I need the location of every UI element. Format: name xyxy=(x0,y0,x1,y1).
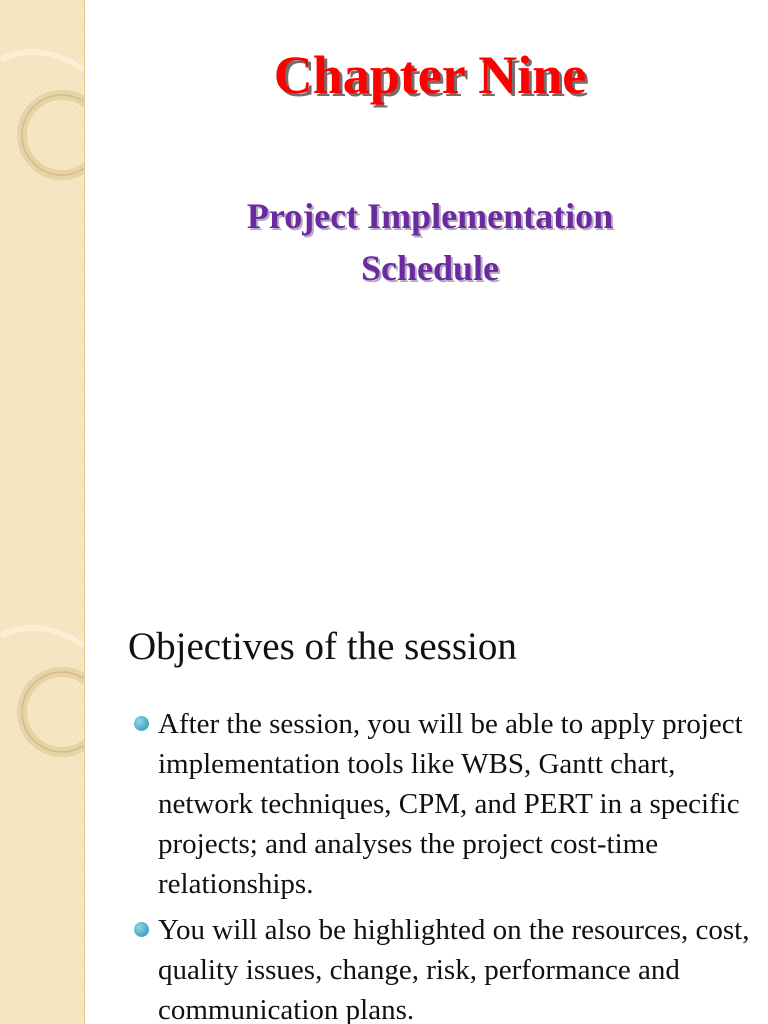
bullet-icon xyxy=(134,716,149,731)
chapter-title: Chapter Nine xyxy=(273,45,587,105)
ring-decoration-icon xyxy=(0,576,84,1024)
decorative-side-strip xyxy=(0,576,85,1024)
ring-decoration-icon xyxy=(0,0,84,576)
objectives-list xyxy=(132,704,752,1024)
slide-subtitle xyxy=(100,190,760,294)
bullet-text: After the session, you will be able to apply project implementation tools like WBS, Gantt chart, network techniques, CPM, and PERT in a specific projects; and analyses the project cost-time relationships. xyxy=(158,708,743,900)
subtitle-line-1: Project Implementation xyxy=(246,196,614,236)
list-item xyxy=(132,704,752,904)
subtitle-line-2: Schedule xyxy=(360,248,500,289)
slide-objectives xyxy=(0,576,768,1024)
bullet-text: You will also be highlighted on the resources, cost, quality issues, change, risk, performance and communication plans. xyxy=(158,914,750,1024)
decorative-side-strip xyxy=(0,0,85,576)
bullet-icon xyxy=(134,922,149,937)
objectives-heading: Objectives of the session xyxy=(128,625,517,668)
list-item xyxy=(132,910,752,1024)
